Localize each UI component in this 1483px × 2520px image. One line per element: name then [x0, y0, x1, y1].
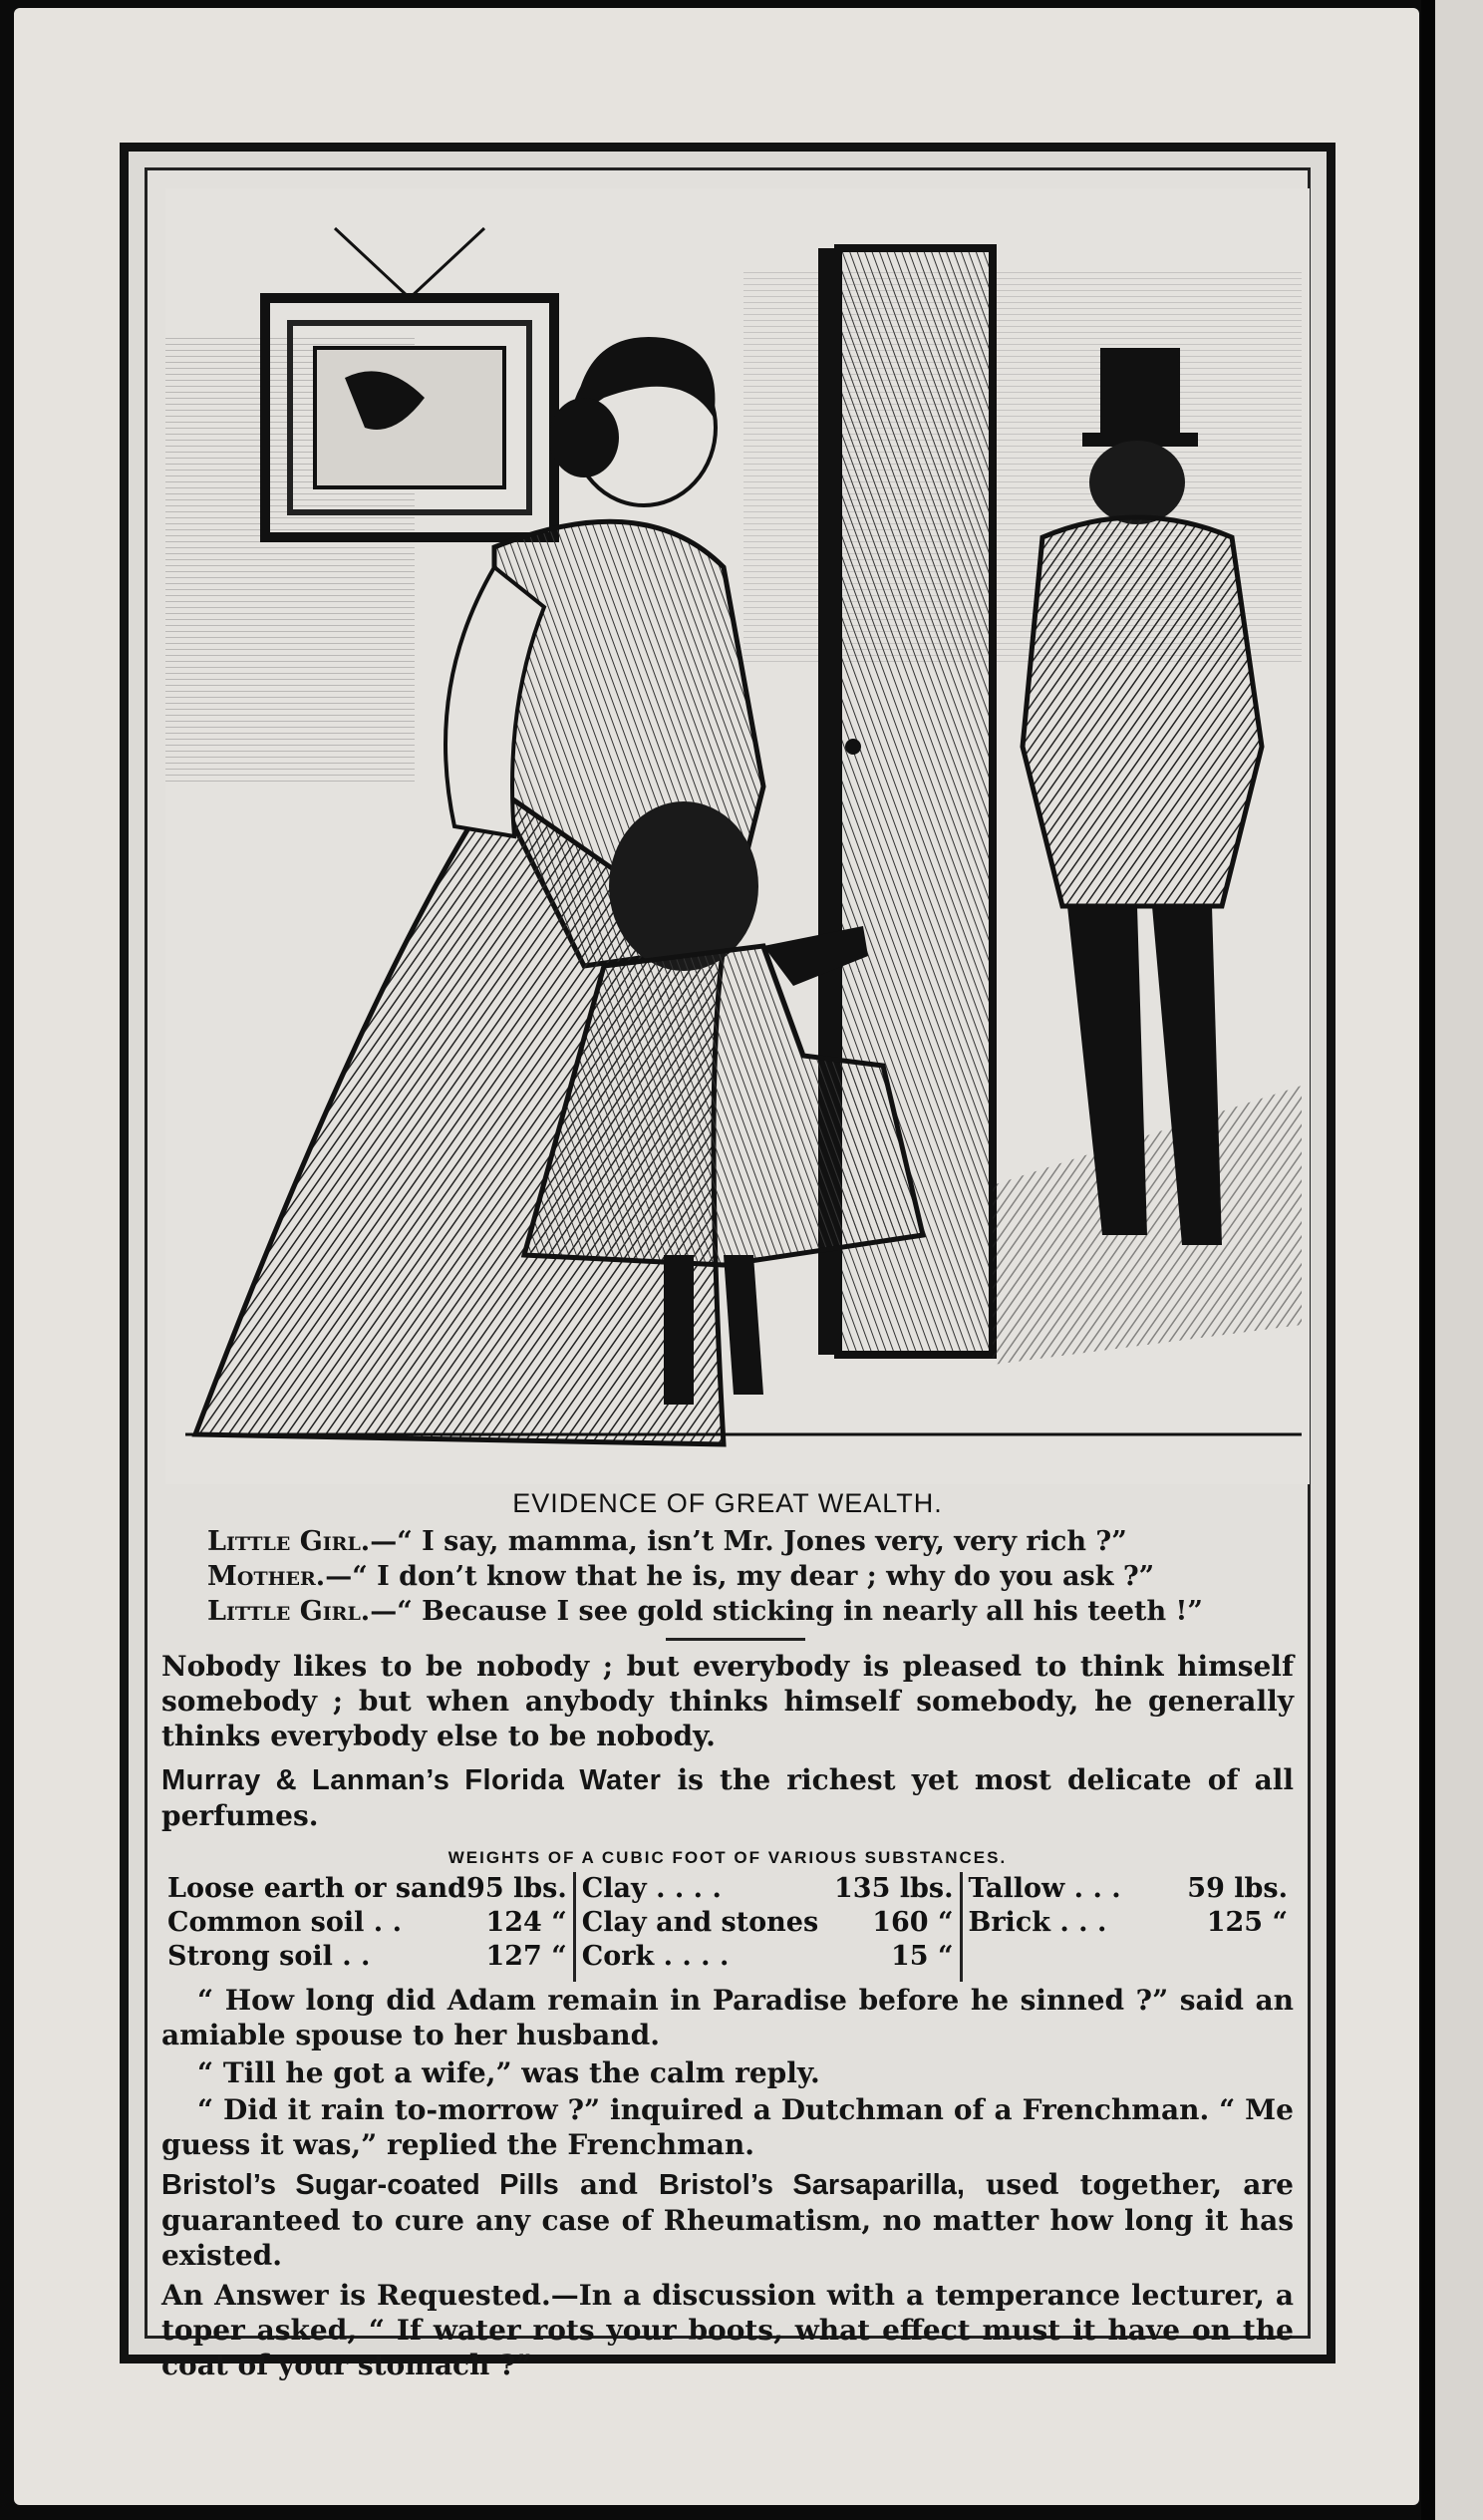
- page-gutter: [1421, 0, 1435, 2520]
- weights-row: [969, 1872, 1288, 1906]
- illustration-caption-title: EVIDENCE OF GREAT WEALTH.: [512, 1488, 943, 1518]
- weights-table: [161, 1872, 1294, 1982]
- substance-weight: 135 lbs.: [834, 1873, 954, 1904]
- dialogue-speaker: Mother.: [207, 1561, 326, 1592]
- dialogue-speaker: Little Girl.: [207, 1526, 371, 1557]
- florida-water-advert: [161, 1762, 1294, 1833]
- substance-weight: 95 lbs.: [466, 1873, 567, 1904]
- substance-name: Common soil . .: [167, 1907, 402, 1938]
- bristol-and-text: and: [558, 2168, 660, 2201]
- substance-name: Clay and stones: [581, 1907, 819, 1938]
- dialogue-line: [207, 1594, 1288, 1629]
- weights-column: [161, 1872, 573, 1982]
- dialogue-text: —“ I don’t know that he is, my dear ; why do you ask ?”: [325, 1561, 1155, 1592]
- bristol-advert: [161, 2167, 1294, 2273]
- substance-weight: 160 “: [872, 1907, 954, 1938]
- substance-weight: 15 “: [891, 1941, 954, 1972]
- wife-reply-paragraph: “ Till he got a wife,” was the calm reply.: [197, 2056, 820, 2089]
- answer-requested-paragraph: An Answer is Requested.—In a discussion with a temperance lecturer, a toper asked, “ If water rots your boots, what effect must it have on the coat of your stomach ?”: [161, 2279, 1294, 2381]
- bristol-sarsaparilla-brand: Bristol’s Sarsaparilla,: [659, 2169, 965, 2201]
- florida-water-text: is the richest yet most delicate of all perfumes.: [161, 1763, 1294, 1832]
- dialogue-text: —“ Because I see gold sticking in nearly all his teeth !”: [370, 1596, 1203, 1627]
- substance-weight: 127 “: [485, 1941, 567, 1972]
- weights-row: [582, 1940, 954, 1974]
- dialogue-line: [207, 1524, 1288, 1559]
- advertisement-frame: [120, 143, 1335, 2381]
- engraving-illustration: [165, 188, 1310, 1484]
- substance-name: Cork . . . .: [581, 1941, 730, 1972]
- caption-dialogue: [207, 1524, 1288, 1629]
- florida-water-brand: Murray & Lanman’s Florida Water: [161, 1764, 662, 1796]
- dialogue-line: [207, 1559, 1288, 1594]
- dialogue-text: —“ I say, mamma, isn’t Mr. Jones very, very rich ?”: [370, 1526, 1127, 1557]
- substance-name: Tallow . . .: [968, 1873, 1121, 1904]
- dialogue-speaker: Little Girl.: [207, 1596, 371, 1627]
- adjacent-page-edge: [1435, 0, 1483, 2520]
- weights-row: [582, 1872, 954, 1906]
- weights-column: [960, 1872, 1294, 1982]
- advertisement-panel: [145, 167, 1311, 2381]
- weights-row: [167, 1906, 567, 1940]
- substance-name: Loose earth or sand: [167, 1873, 467, 1904]
- substance-name: Strong soil . .: [167, 1941, 371, 1972]
- weights-row: [167, 1872, 567, 1906]
- weights-column: [573, 1872, 960, 1982]
- nobody-paragraph: Nobody likes to be nobody ; but everybody is pleased to think himself somebody ; but when anybody thinks himself somebody, he generally thinks everybody else to be nobody.: [161, 1650, 1294, 1752]
- substance-weight: 124 “: [485, 1907, 567, 1938]
- substance-name: Clay . . . .: [581, 1873, 722, 1904]
- substance-weight: 125 “: [1206, 1907, 1288, 1938]
- adam-paragraph: “ How long did Adam remain in Paradise before he sinned ?” said an amiable spouse to her husband.: [161, 1984, 1294, 2051]
- section-divider: [666, 1638, 805, 1641]
- weights-row: [582, 1906, 954, 1940]
- bristol-pills-brand: Bristol’s Sugar-coated Pills: [161, 2169, 559, 2201]
- weights-row: [167, 1940, 567, 1974]
- rain-joke-paragraph: “ Did it rain to-morrow ?” inquired a Dutchman of a Frenchman. “ Me guess it was,” replied the Frenchman.: [161, 2093, 1294, 2161]
- substance-name: Brick . . .: [968, 1907, 1107, 1938]
- substance-weight: 59 lbs.: [1187, 1873, 1288, 1904]
- weights-table-title: WEIGHTS OF A CUBIC FOOT OF VARIOUS SUBSTANCES.: [447, 1848, 1008, 1867]
- bristol-advert-text: used together, are guaranteed to cure any case of Rheumatism, no matter how long it has existed.: [161, 2168, 1294, 2272]
- weights-row: [969, 1906, 1288, 1940]
